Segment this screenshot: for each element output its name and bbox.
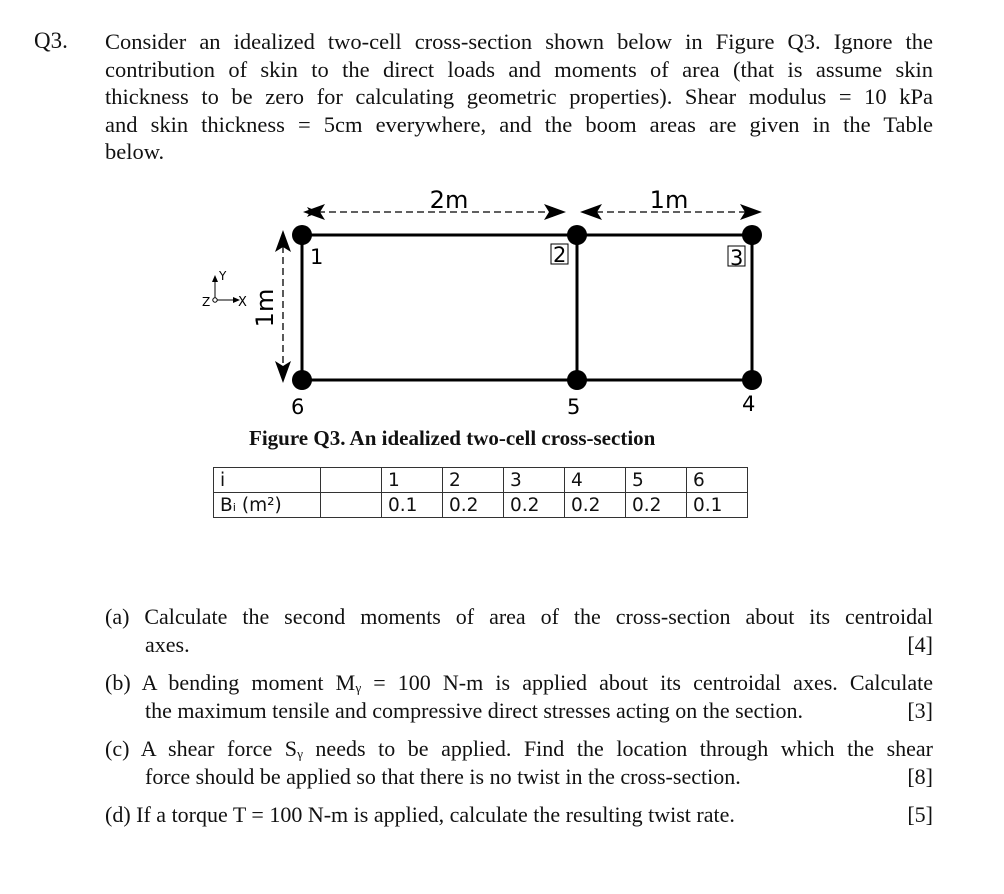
boom-label-1: 1 [310,245,324,269]
boom-1 [292,225,312,245]
part-d [105,801,933,829]
boom-6 [292,370,312,390]
boom-label-4: 4 [742,392,756,416]
part-text: the maximum tensile and compressive direct stresses acting on the section. [145,697,803,723]
cross-section-skin [302,235,752,380]
table-row [214,493,748,518]
dimension-label-1m: 1m [649,186,689,214]
part-marks: [3] [907,697,933,723]
intro-line: thickness to be zero for calculating geometric properties). Shear modulus = 10 kPa [105,84,933,109]
axis-label-z: Z [202,295,211,309]
part-c [105,735,933,790]
part-text: axes. [145,631,190,657]
table-cell: 3 [504,468,565,493]
table-cell: 0.1 [687,493,748,518]
table-cell: 0.2 [565,493,626,518]
part-text: (b) A bending moment Mᵧ = 100 N-m is applied about its centroidal axes. Calculate [105,670,933,695]
part-marks: [4] [907,631,933,657]
figure-caption: Figure Q3. An idealized two-cell cross-section [249,426,656,450]
boom-label-2: 2 [553,243,567,267]
boom-5 [567,370,587,390]
table-row-label: Bᵢ (m²) [214,493,321,518]
table-cell: 6 [687,468,748,493]
intro-line: Consider an idealized two-cell cross-section shown below in Figure Q3. Ignore the [105,29,933,54]
part-text: (d) If a torque T = 100 N-m is applied, calculate the resulting twist rate. [105,802,735,827]
axis-label-y: Y [219,269,227,283]
boom-label-5: 5 [567,395,581,419]
boom-2 [567,225,587,245]
part-a [105,603,933,658]
table-cell: 0.2 [504,493,565,518]
table-cell: 4 [565,468,626,493]
table-cell: 1 [382,468,443,493]
table-cell: 0.2 [443,493,504,518]
table-cell: 2 [443,468,504,493]
question-parts [105,603,933,840]
part-text: (a) Calculate the second moments of area of the cross-section about its centroidal [105,604,933,629]
table-row [214,468,748,493]
intro-line: and skin thickness = 5cm everywhere, and the boom areas are given in the Table [105,111,933,137]
part-text: (c) A shear force Sᵧ needs to be applied. Find the location through which the shear [105,736,933,761]
table-header-label: i [214,468,321,493]
table-cell-empty [321,468,382,493]
part-marks: [8] [907,763,933,789]
boom-label-6: 6 [291,395,305,419]
dimension-label-2m: 2m [429,186,469,214]
axis-label-x: X [238,295,247,310]
boom-area-table [213,467,748,518]
question-number: Q3. [34,28,68,53]
boom-3 [742,225,762,245]
table-cell: 0.2 [626,493,687,518]
intro-line: below. [105,139,165,164]
part-b [105,669,933,724]
intro-line: contribution of skin to the direct loads and moments of area (that is assume skin [105,56,933,82]
boom-4 [742,370,762,390]
part-marks: [5] [907,802,933,827]
table-cell-empty [321,493,382,518]
table-cell: 5 [626,468,687,493]
dimension-label-1m-vertical: 1m [251,288,279,328]
part-text: force should be applied so that there is no twist in the cross-section. [145,763,741,789]
boom-label-3: 3 [730,246,744,270]
table-cell: 0.1 [382,493,443,518]
